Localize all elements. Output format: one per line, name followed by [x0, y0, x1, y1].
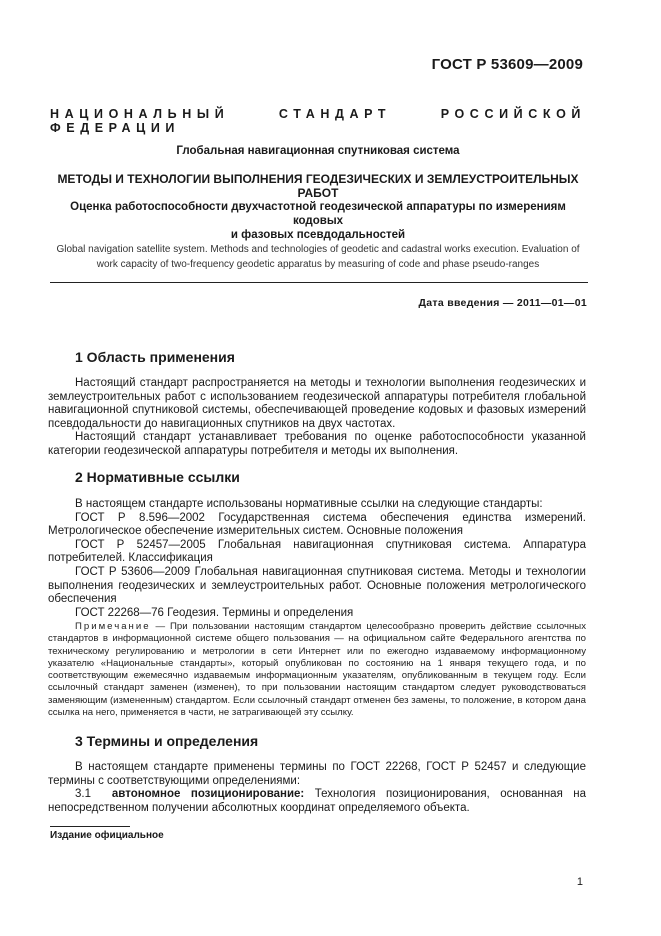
note-text: — При пользовании настоящим стандартом целесообразно проверить действие ссылочных стандартов в информационной системе общего пользования — на официальном сайте Федерального агентства по техническому регулированию и метрологии в сети Интернет или по ежегодно издаваемому информационному указателю «Национальные стандарты», который опубликован по состоянию на 1 января текущего года, и по соответствующим ежемесячно издаваемым информационным указателям, опубликованным в текущем году. Если ссылочный стандарт заменен (изменен), то при пользовании настоящим стандартом следует руководствоваться заменяющим (измененным) стандартом. Если ссылочный стандарт отменен без замены, то положение, в котором дана ссылка на него, применяется в части, не затрагивающей эту ссылку.: [48, 621, 586, 719]
reference-item: ГОСТ 22268—76 Геодезия. Термины и определения: [75, 606, 354, 619]
term-definition: [48, 788, 586, 815]
english-title-line-2: work capacity of two-frequency geodetic apparatus by measuring of code and phase pseudo-ranges: [96, 259, 540, 270]
page-number: 1: [576, 876, 583, 888]
reference-item: ГОСТ Р 53606—2009 Глобальная навигационная спутниковая система. Методы и технологии выполнения геодезических и землеустроительных работ. Основные положения метрологического обеспечения: [48, 565, 586, 606]
reference-note: [48, 621, 586, 719]
section-2-intro: В настоящем стандарте использованы нормативные ссылки на следующие стандарты:: [75, 498, 543, 510]
footer-divider: [50, 826, 130, 827]
section-1-paragraph: Настоящий стандарт устанавливает требования по оценке работоспособности указанной категории геодезической аппаратуры потребителя и методы их выполнения.: [48, 431, 586, 457]
section-2-body: [48, 498, 586, 620]
main-title: МЕТОДЫ И ТЕХНОЛОГИИ ВЫПОЛНЕНИЯ ГЕОДЕЗИЧЕСКИХ И ЗЕМЛЕУСТРОИТЕЛЬНЫХ РАБОТ: [57, 172, 579, 200]
section-3-body: [48, 761, 586, 815]
edition-label: Издание официальное: [50, 830, 164, 841]
reference-item: ГОСТ Р 52457—2005 Глобальная навигационная спутниковая система. Аппаратура потребителей. Классификация: [48, 538, 586, 565]
title-divider: [50, 282, 588, 283]
term-number: 3.1: [75, 788, 91, 801]
term-name: автономное позиционирование:: [111, 788, 305, 801]
subtitle-line-1: Оценка работоспособности двухчастотной геодезической аппаратуры по измерениям кодовых: [70, 201, 566, 227]
note-label: Примечание: [75, 621, 151, 632]
subtitle-line-2: и фазовых псевдодальностей: [230, 229, 406, 241]
introduction-date: Дата введения — 2011—01—01: [418, 297, 587, 309]
national-standard-banner: НАЦИОНАЛЬНЫЙ СТАНДАРТ РОССИЙСКОЙ ФЕДЕРАЦИИ: [50, 107, 586, 135]
term-text: Технология позиционирования, основанная на непосредственном получении абсолютных координат определяемого объекта.: [48, 788, 586, 814]
section-1-heading: 1 Область применения: [75, 349, 235, 365]
english-title-line-1: Global navigation satellite system. Methods and technologies of geodetic and cadastral works execution. Evaluation of: [56, 244, 580, 255]
section-2-heading: 2 Нормативные ссылки: [75, 469, 240, 485]
section-1-body: [48, 377, 586, 459]
subtitle: [48, 200, 588, 242]
english-title: [48, 242, 588, 272]
reference-item: ГОСТ Р 8.596—2002 Государственная система обеспечения единства измерений. Метрологическое обеспечение измерительных систем. Основные положения: [48, 511, 586, 538]
section-3-heading: 3 Термины и определения: [75, 733, 259, 749]
document-id: ГОСТ Р 53609—2009: [431, 56, 583, 73]
system-title: Глобальная навигационная спутниковая система: [176, 145, 460, 157]
section-3-intro: В настоящем стандарте применены термины по ГОСТ 22268, ГОСТ Р 52457 и следующие термины с соответствующими определениями:: [48, 761, 586, 787]
section-1-paragraph: Настоящий стандарт распространяется на методы и технологии выполнения геодезических и землеустроительных работ с использованием геодезической аппаратуры потребителя глобальной навигационной спутниковой системы, обеспечивающей проведение кодовых и фазовых измерений псевдодальности до навигационных спутников на двух частотах.: [48, 377, 586, 430]
